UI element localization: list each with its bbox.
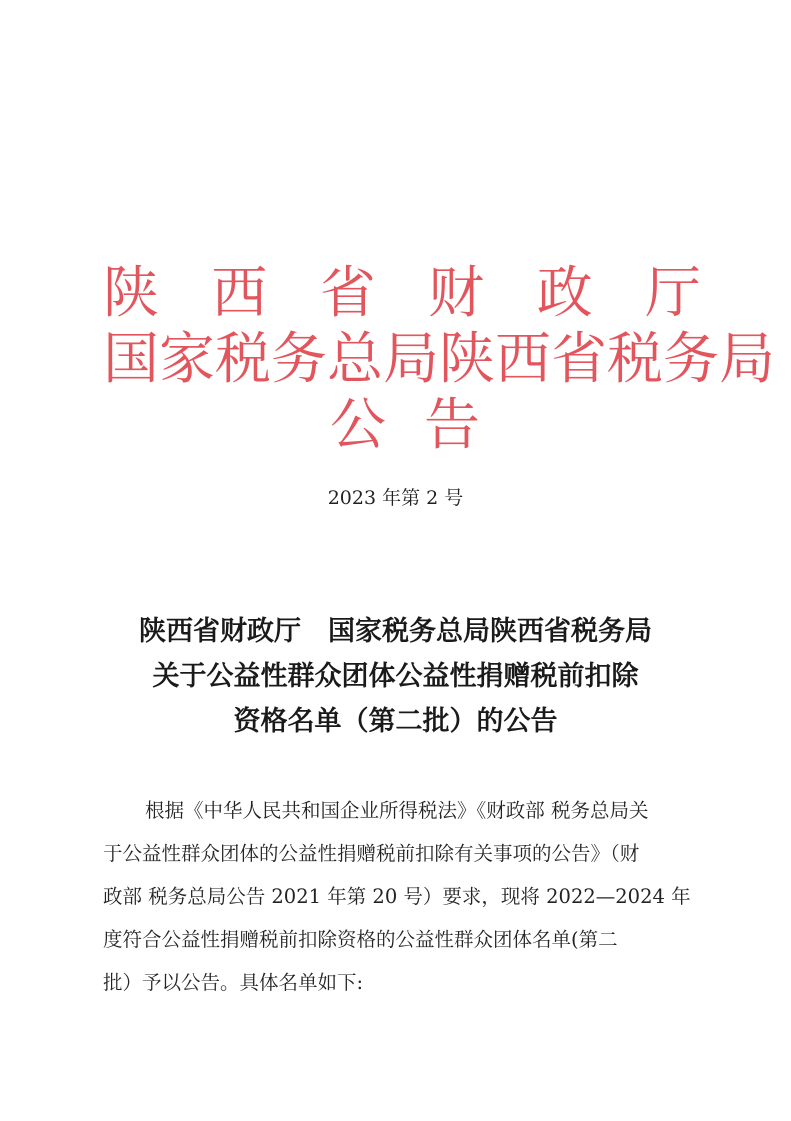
header-char: 公: [330, 393, 386, 458]
header-char: 局: [719, 327, 775, 392]
body-line-3: 政部 税务总局公告 2021 年第 20 号）要求，现将 2022—2024 年: [103, 885, 691, 908]
body-line-4: 度符合公益性捐赠税前扣除资格的公益性群众团体名单(第二: [103, 928, 618, 951]
body-line-1: 根据《中华人民共和国企业所得税法》《财政部 税务总局关: [145, 799, 649, 822]
body-line-5: 批）予以公告。具体名单如下:: [103, 971, 364, 994]
header-char: 西: [495, 327, 551, 392]
header-char: 西: [211, 261, 268, 326]
header-char: 厅: [644, 261, 701, 326]
title-line-2: 关于公益性群众团体公益性捐赠税前扣除: [152, 661, 639, 692]
header-line-3: [330, 394, 480, 458]
header-char: 务: [271, 327, 327, 392]
header-char: 省: [319, 261, 376, 326]
header-char: 告: [424, 393, 480, 458]
body-line-2: 于公益性群众团体的公益性捐赠税前扣除有关事项的公告》（财: [103, 842, 640, 865]
header-char: 税: [607, 327, 663, 392]
header-char: 总: [327, 327, 383, 392]
header-char: 省: [551, 327, 607, 392]
header-char: 陕: [103, 261, 159, 326]
document-number: 2023 年第 2 号: [327, 487, 464, 509]
header-char: 陕: [439, 327, 495, 392]
header-line-1: [103, 262, 701, 326]
header-char: 财: [428, 261, 485, 326]
title-line-1: 陕西省财政厅 国家税务总局陕西省税务局: [139, 616, 652, 647]
header-char: 家: [159, 327, 215, 392]
header-line-2: [103, 327, 775, 392]
header-char: 税: [215, 327, 271, 392]
header-char: 务: [663, 327, 719, 392]
header-char: 国: [103, 327, 159, 392]
title-line-3: 资格名单（第二批）的公告: [233, 706, 558, 737]
header-char: 局: [383, 327, 439, 392]
header-char: 政: [536, 261, 593, 326]
